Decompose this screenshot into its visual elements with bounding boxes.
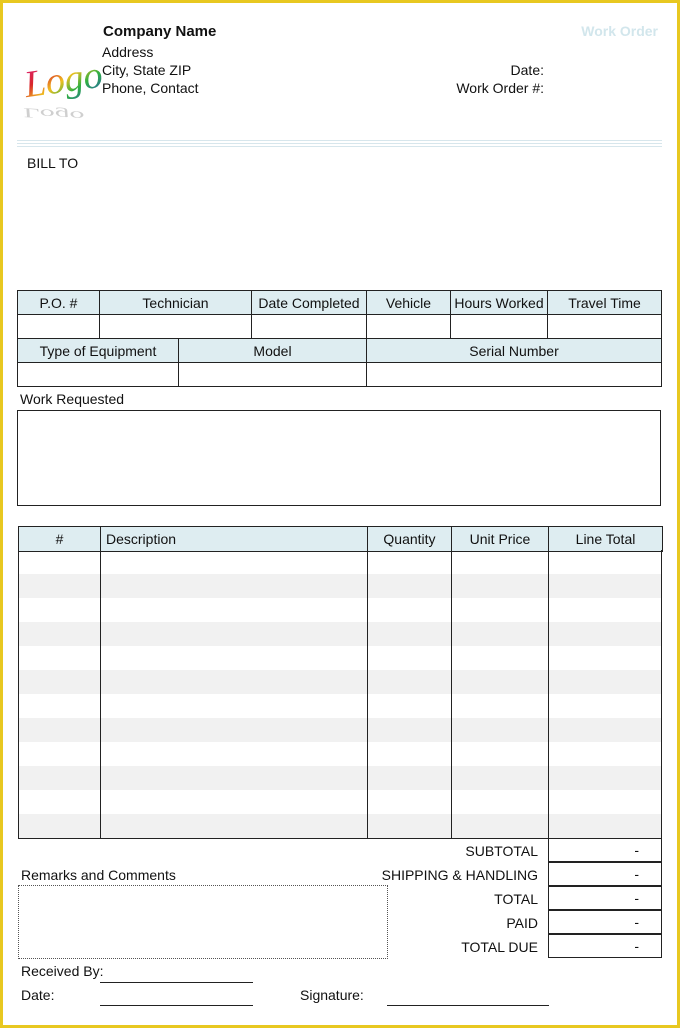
line-total-header: Line Total: [549, 527, 663, 552]
model-header: Model: [179, 339, 367, 363]
signature-label: Signature:: [300, 987, 364, 1003]
description-header: Description: [101, 527, 368, 552]
vehicle-field[interactable]: [367, 315, 451, 339]
company-phone-contact: Phone, Contact: [102, 80, 199, 96]
document-title: Work Order: [581, 23, 658, 39]
received-by-label: Received By:: [21, 963, 104, 979]
company-address: Address: [102, 44, 154, 60]
date-completed-header: Date Completed: [252, 291, 367, 315]
logo-text: Logo: [21, 53, 106, 107]
hours-worked-header: Hours Worked: [451, 291, 548, 315]
po-number-field[interactable]: [18, 315, 100, 339]
remarks-field[interactable]: [18, 885, 388, 959]
shipping-handling-value[interactable]: -: [548, 862, 662, 886]
item-number-header: #: [19, 527, 101, 552]
line-items-body[interactable]: [18, 550, 662, 839]
footer-date-label: Date:: [21, 987, 55, 1003]
column-divider: [451, 550, 452, 839]
logo-reflection: Logo: [20, 104, 87, 124]
work-requested-field[interactable]: [17, 410, 661, 506]
work-order-number-label: Work Order #:: [456, 80, 544, 96]
technician-field[interactable]: [100, 315, 252, 339]
footer-date-line[interactable]: [100, 1005, 253, 1006]
model-field[interactable]: [179, 363, 367, 387]
total-label: TOTAL: [494, 891, 538, 907]
total-due-value[interactable]: -: [548, 934, 662, 958]
paid-value[interactable]: -: [548, 910, 662, 934]
header-divider: [17, 140, 662, 141]
shipping-handling-label: SHIPPING & HANDLING: [381, 867, 538, 883]
subtotal-label: SUBTOTAL: [465, 843, 538, 859]
remarks-label: Remarks and Comments: [21, 867, 176, 883]
po-number-header: P.O. #: [18, 291, 100, 315]
subtotal-value[interactable]: -: [548, 838, 662, 862]
technician-header: Technician: [100, 291, 252, 315]
line-items-header: [18, 526, 663, 552]
serial-number-field[interactable]: [367, 363, 662, 387]
column-divider: [367, 550, 368, 839]
serial-number-header: Serial Number: [367, 339, 662, 363]
quantity-header: Quantity: [368, 527, 452, 552]
type-of-equipment-header: Type of Equipment: [18, 339, 179, 363]
header-divider: [17, 143, 662, 144]
date-completed-field[interactable]: [252, 315, 367, 339]
signature-line[interactable]: [387, 1005, 549, 1006]
unit-price-header: Unit Price: [452, 527, 549, 552]
header-divider: [17, 146, 662, 147]
bill-to-label: BILL TO: [27, 155, 79, 171]
hours-worked-field[interactable]: [451, 315, 548, 339]
type-of-equipment-field[interactable]: [18, 363, 179, 387]
total-value[interactable]: -: [548, 886, 662, 910]
column-divider: [100, 550, 101, 839]
job-details-table: [17, 290, 662, 339]
company-name: Company Name: [103, 23, 217, 40]
column-divider: [548, 550, 549, 839]
vehicle-header: Vehicle: [367, 291, 451, 315]
travel-time-field[interactable]: [548, 315, 662, 339]
travel-time-header: Travel Time: [548, 291, 662, 315]
received-by-line[interactable]: [100, 982, 253, 983]
date-label: Date:: [510, 62, 544, 78]
total-due-label: TOTAL DUE: [461, 939, 538, 955]
work-requested-label: Work Requested: [20, 391, 125, 407]
paid-label: PAID: [506, 915, 538, 931]
equipment-table: [17, 338, 662, 387]
company-city-state-zip: City, State ZIP: [102, 62, 192, 78]
company-logo: [18, 38, 106, 126]
